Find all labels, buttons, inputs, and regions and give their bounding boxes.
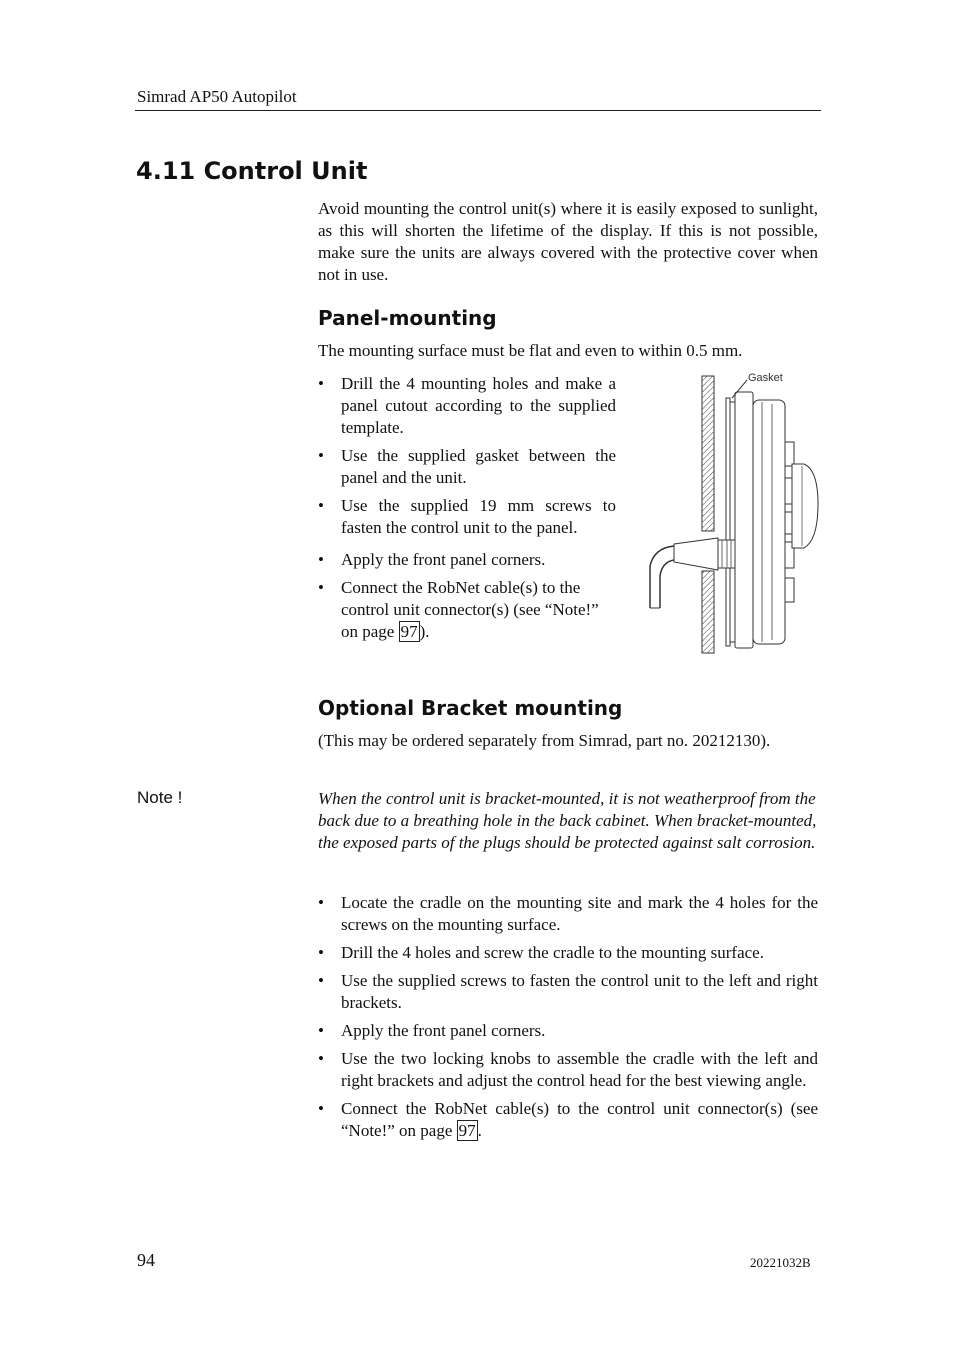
- panel-mount-diagram: [632, 366, 832, 658]
- bracket-mounting-heading: Optional Bracket mounting: [318, 696, 623, 720]
- unit-frame: [735, 392, 753, 648]
- list-item: [318, 892, 818, 936]
- list-item: [318, 495, 616, 539]
- list-item-text: Use the supplied 19 mm screws to fasten the control unit to the panel.: [341, 496, 616, 537]
- list-item-text: Apply the front panel corners.: [341, 1021, 546, 1040]
- bullet-icon: •: [318, 1049, 324, 1068]
- document-number: 20221032B: [750, 1255, 811, 1270]
- note-label: Note !: [137, 788, 183, 807]
- bullet-icon: •: [318, 943, 324, 962]
- gasket-shape: [726, 398, 730, 646]
- section-heading: 4.11 Control Unit: [136, 157, 368, 185]
- list-item: [318, 1048, 818, 1092]
- header-rule: [135, 110, 821, 111]
- list-item-end: ).: [419, 622, 430, 641]
- mounting-panel-wall: [702, 376, 714, 653]
- list-item: [318, 1098, 818, 1142]
- rotary-knob: [792, 464, 818, 548]
- bullet-icon: •: [318, 1099, 324, 1118]
- bullet-icon: •: [318, 446, 324, 465]
- note-text: When the control unit is bracket-mounted, it is not weatherproof from the back due to a breathing hole in the back cabinet. When bracket-mounted, the exposed parts of the plugs should be protected against salt corrosion.: [318, 789, 817, 852]
- panel-mounting-heading: Panel-mounting: [318, 306, 497, 330]
- list-item-end: .: [477, 1121, 482, 1140]
- bullet-icon: •: [318, 971, 324, 990]
- bracket-mounting-list: [318, 892, 818, 1148]
- list-item-text: Use the supplied gasket between the panel and the unit.: [341, 446, 616, 487]
- page-reference-link[interactable]: 97: [400, 622, 418, 641]
- list-item: [318, 577, 616, 643]
- list-item: [318, 549, 616, 571]
- page-number: 94: [137, 1250, 155, 1270]
- list-item: [318, 1020, 818, 1042]
- list-item-text: Drill the 4 mounting holes and make a panel cutout according to the supplied template.: [341, 374, 616, 437]
- list-item-text: Use the supplied screws to fasten the control unit to the left and right brackets.: [341, 971, 818, 1012]
- panel-mounting-intro: The mounting surface must be flat and even to within 0.5 mm.: [318, 341, 743, 360]
- list-item-text: Locate the cradle on the mounting site and mark the 4 holes for the screws on the mounting surface.: [341, 893, 818, 934]
- list-item-text: Use the two locking knobs to assemble the cradle with the left and right brackets and adjust the control head for the best viewing angle.: [341, 1049, 818, 1090]
- bullet-icon: •: [318, 496, 324, 515]
- list-item: [318, 970, 818, 1014]
- bullet-icon: •: [318, 550, 324, 569]
- bullet-icon: •: [318, 1021, 324, 1040]
- unit-body: [753, 400, 785, 644]
- panel-mounting-list: [318, 373, 616, 649]
- list-item-text: Apply the front panel corners.: [341, 550, 546, 569]
- list-item: [318, 373, 616, 439]
- list-item-text: Drill the 4 holes and screw the cradle to the mounting surface.: [341, 943, 764, 962]
- bullet-icon: •: [318, 374, 324, 393]
- section-intro: Avoid mounting the control unit(s) where it is easily exposed to sunlight, as this will shorten the lifetime of the display. If this is not possible, make sure the units are always covered with the protective cover when not in use.: [318, 199, 818, 284]
- page-reference-link[interactable]: 97: [458, 1121, 476, 1140]
- list-item: [318, 942, 818, 964]
- list-item-text: Connect the RobNet cable(s) to the control unit connector(s) (see “Note!” on page: [341, 578, 599, 641]
- list-item-text: Connect the RobNet cable(s) to the control unit connector(s) (see “Note!” on page: [341, 1099, 818, 1140]
- bracket-mounting-intro: (This may be ordered separately from Simrad, part no. 20212130).: [318, 731, 771, 750]
- connector-plug: [650, 538, 735, 608]
- gasket-label: Gasket: [748, 372, 783, 384]
- bullet-icon: •: [318, 578, 324, 597]
- bullet-icon: •: [318, 893, 324, 912]
- list-item: [318, 445, 616, 489]
- running-header: Simrad AP50 Autopilot: [137, 87, 297, 106]
